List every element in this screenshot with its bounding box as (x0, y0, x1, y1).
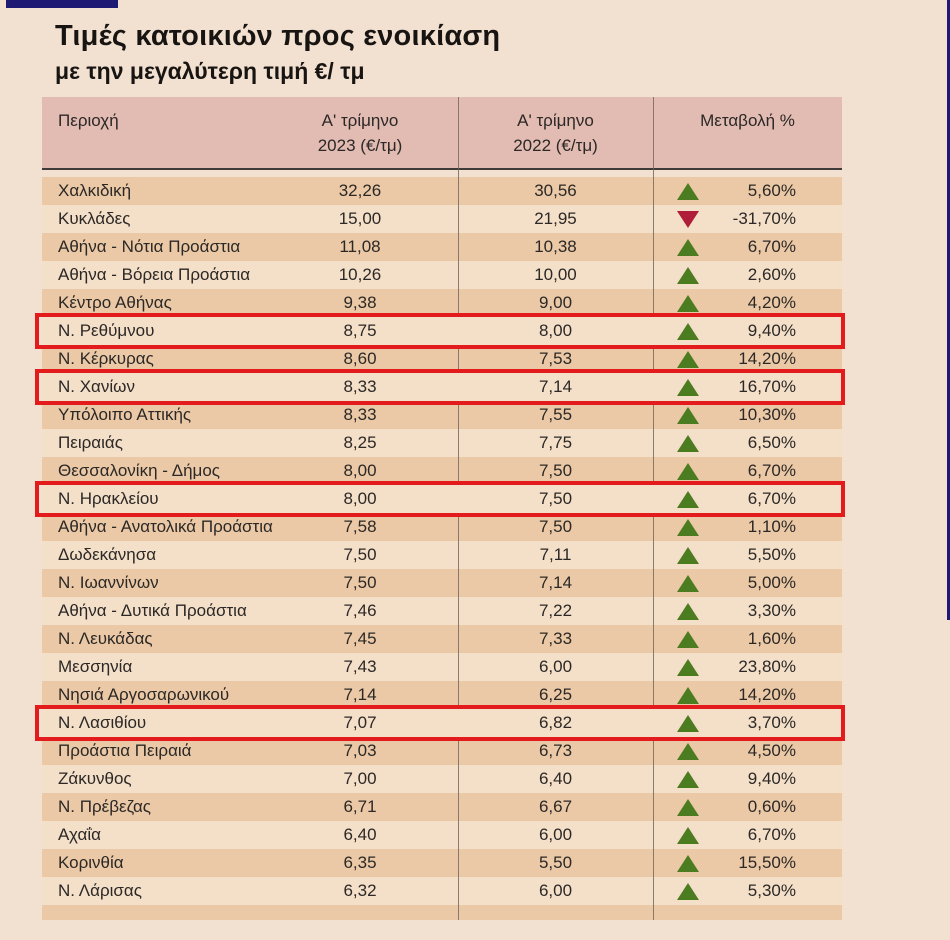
change-cell (653, 237, 842, 257)
header-region: Περιοχή (58, 111, 119, 130)
table-row (42, 765, 842, 793)
table-row (42, 569, 842, 597)
region-cell: Ν. Λασιθίου (58, 713, 147, 732)
up-triangle-icon (677, 267, 699, 284)
table-row (42, 205, 842, 233)
price-2023-cell: 15,00 (338, 209, 382, 228)
price-2022-cell: 7,55 (538, 405, 573, 424)
change-value: 1,60% (747, 629, 796, 648)
up-triangle-icon (677, 379, 699, 396)
header-2022 (458, 108, 653, 168)
down-triangle-icon (677, 211, 699, 228)
header-2022-line2: 2022 (€/τμ) (513, 136, 598, 155)
region-cell: Υπόλοιπο Αττικής (58, 405, 192, 424)
title-block (55, 20, 500, 85)
price-2022-cell: 9,00 (538, 293, 573, 312)
change-value: 5,50% (747, 545, 796, 564)
region-cell: Ν. Χανίων (58, 377, 135, 396)
region-cell: Ν. Λάρισας (58, 881, 142, 900)
up-triangle-icon (677, 715, 699, 732)
region-cell: Θεσσαλονίκη - Δήμος (58, 461, 220, 480)
up-triangle-icon (677, 575, 699, 592)
header-2023 (262, 108, 458, 168)
table-row (42, 261, 842, 289)
region-cell: Ζάκυνθος (58, 769, 132, 788)
change-cell (653, 741, 842, 761)
change-cell (653, 713, 842, 733)
price-2022-cell: 6,25 (538, 685, 573, 704)
up-triangle-icon (677, 687, 699, 704)
table-row (42, 485, 842, 513)
price-2023-cell: 8,33 (343, 377, 377, 396)
table-row (42, 317, 842, 345)
price-2023-cell: 6,71 (343, 797, 377, 816)
change-value: 6,70% (747, 489, 796, 508)
price-2023-cell: 8,00 (343, 489, 377, 508)
price-2022-cell: 6,00 (538, 825, 573, 844)
change-value: 9,40% (747, 321, 796, 340)
change-cell (653, 489, 842, 509)
price-2022-cell: 7,14 (538, 377, 573, 396)
change-value: 2,60% (747, 265, 796, 284)
table-row (42, 877, 842, 905)
change-value: 9,40% (747, 769, 796, 788)
change-cell (653, 265, 842, 285)
header-change: Μεταβολή % (700, 111, 795, 130)
price-2023-cell: 10,26 (338, 265, 382, 284)
page-title: Τιμές κατοικιών προς ενοικίαση (55, 20, 501, 52)
price-2022-cell: 5,50 (538, 853, 573, 872)
change-cell (653, 629, 842, 649)
price-2023-cell: 8,60 (343, 349, 377, 368)
change-value: 3,30% (747, 601, 796, 620)
region-cell: Πειραιάς (58, 433, 123, 452)
region-cell: Χαλκιδική (58, 181, 132, 200)
change-cell (653, 825, 842, 845)
up-triangle-icon (677, 659, 699, 676)
change-cell (653, 797, 842, 817)
change-cell (653, 517, 842, 537)
up-triangle-icon (677, 239, 699, 256)
region-cell: Κυκλάδες (58, 209, 131, 228)
table-row (42, 793, 842, 821)
region-cell: Αχαΐα (58, 825, 101, 844)
price-2023-cell: 7,45 (343, 629, 377, 648)
price-2023-cell: 7,58 (343, 517, 377, 536)
up-triangle-icon (677, 463, 699, 480)
price-2023-cell: 11,08 (339, 237, 381, 256)
up-triangle-icon (677, 603, 699, 620)
price-2023-cell: 6,32 (343, 881, 377, 900)
table-row (42, 373, 842, 401)
region-cell: Ν. Πρέβεζας (58, 797, 151, 816)
price-2022-cell: 30,56 (534, 181, 577, 200)
table-row (42, 457, 842, 485)
change-value: 1,10% (747, 517, 796, 536)
change-cell (653, 349, 842, 369)
table-body (42, 177, 842, 905)
change-value: 14,20% (738, 685, 796, 704)
region-cell: Δωδεκάνησα (58, 545, 157, 564)
table-row (42, 709, 842, 737)
region-cell: Κέντρο Αθήνας (58, 293, 172, 312)
change-value: 4,20% (747, 293, 796, 312)
price-2023-cell: 6,35 (343, 853, 377, 872)
region-cell: Νησιά Αργοσαρωνικού (58, 685, 230, 704)
table-row (42, 625, 842, 653)
change-value: 14,20% (738, 349, 796, 368)
table-row (42, 849, 842, 877)
change-cell (653, 321, 842, 341)
up-triangle-icon (677, 883, 699, 900)
price-2023-cell: 7,07 (343, 713, 377, 732)
change-cell (653, 657, 842, 677)
up-triangle-icon (677, 631, 699, 648)
price-2022-cell: 10,38 (534, 237, 577, 256)
price-2022-cell: 7,33 (538, 629, 573, 648)
price-2022-cell: 7,75 (538, 433, 573, 452)
up-triangle-icon (677, 743, 699, 760)
price-2023-cell: 32,26 (338, 181, 382, 200)
price-2022-cell: 6,40 (538, 769, 573, 788)
price-2022-cell: 6,00 (538, 881, 573, 900)
change-cell (653, 545, 842, 565)
price-2022-cell: 7,50 (538, 461, 573, 480)
table-row (42, 177, 842, 205)
table-header (42, 97, 842, 170)
price-2022-cell: 7,14 (538, 573, 573, 592)
up-triangle-icon (677, 351, 699, 368)
price-2023-cell: 7,03 (343, 741, 377, 760)
change-value: 6,70% (747, 461, 796, 480)
change-value: 15,50% (738, 853, 796, 872)
header-2023-line1: Α' τρίμηνο (321, 111, 399, 130)
price-2023-cell: 7,50 (343, 573, 377, 592)
table-row (42, 429, 842, 457)
change-cell (653, 293, 842, 313)
table-row (42, 401, 842, 429)
up-triangle-icon (677, 323, 699, 340)
table-row (42, 821, 842, 849)
price-2022-cell: 7,50 (538, 517, 573, 536)
change-value: 3,70% (747, 713, 796, 732)
price-2022-cell: 7,50 (538, 489, 573, 508)
price-2022-cell: 6,82 (538, 713, 573, 732)
region-cell: Αθήνα - Ανατολικά Προάστια (58, 517, 273, 536)
price-2023-cell: 6,40 (343, 825, 377, 844)
up-triangle-icon (677, 855, 699, 872)
price-2023-cell: 7,14 (343, 685, 377, 704)
table-row (42, 597, 842, 625)
price-2023-cell: 7,50 (343, 545, 377, 564)
change-cell (653, 433, 842, 453)
region-cell: Μεσσηνία (58, 657, 133, 676)
region-cell: Προάστια Πειραιά (58, 741, 192, 760)
price-2023-cell: 7,43 (343, 657, 377, 676)
up-triangle-icon (677, 183, 699, 200)
price-2023-cell: 8,00 (343, 461, 377, 480)
change-value: 6,70% (747, 825, 796, 844)
table-row (42, 289, 842, 317)
header-2023-line2: 2023 (€/τμ) (317, 136, 403, 155)
price-2022-cell: 8,00 (538, 321, 573, 340)
change-cell (653, 685, 842, 705)
price-2023-cell: 7,46 (343, 601, 377, 620)
change-cell (653, 209, 842, 229)
change-cell (653, 769, 842, 789)
region-cell: Αθήνα - Δυτικά Προάστια (58, 601, 247, 620)
price-2022-cell: 10,00 (534, 265, 577, 284)
table-row (42, 233, 842, 261)
price-2023-cell: 8,25 (343, 433, 377, 452)
price-2023-cell: 8,33 (343, 405, 377, 424)
table-row (42, 513, 842, 541)
up-triangle-icon (677, 799, 699, 816)
change-value: 16,70% (738, 377, 796, 396)
price-2022-cell: 6,67 (538, 797, 573, 816)
change-cell (653, 881, 842, 901)
table-row (42, 653, 842, 681)
change-cell (653, 573, 842, 593)
region-cell: Ν. Ιωαννίνων (58, 573, 159, 592)
change-value: 10,30% (738, 405, 796, 424)
table-row (42, 681, 842, 709)
table-row (42, 737, 842, 765)
change-cell (653, 461, 842, 481)
table-row (42, 345, 842, 373)
price-2022-cell: 6,73 (538, 741, 573, 760)
price-2022-cell: 21,95 (534, 209, 577, 228)
price-2022-cell: 6,00 (538, 657, 573, 676)
region-cell: Ν. Κέρκυρας (58, 349, 154, 368)
price-2023-cell: 7,00 (343, 769, 377, 788)
change-value: 5,00% (747, 573, 796, 592)
price-2022-cell: 7,11 (539, 545, 572, 564)
data-table (42, 97, 842, 920)
change-value: 5,60% (747, 181, 796, 200)
change-value: 6,70% (747, 237, 796, 256)
up-triangle-icon (677, 491, 699, 508)
header-2022-line1: Α' τρίμηνο (517, 111, 594, 130)
price-2023-cell: 8,75 (343, 321, 377, 340)
change-value: 23,80% (738, 657, 796, 676)
price-2022-cell: 7,53 (538, 349, 573, 368)
change-value: 4,50% (747, 741, 796, 760)
page-subtitle: με την μεγαλύτερη τιμή €/ τμ (55, 58, 365, 84)
region-cell: Αθήνα - Νότια Προάστια (58, 237, 241, 256)
price-2022-cell: 7,22 (538, 601, 573, 620)
change-cell (653, 377, 842, 397)
change-value: 5,30% (747, 881, 796, 900)
up-triangle-icon (677, 519, 699, 536)
up-triangle-icon (677, 771, 699, 788)
change-value: -31,70% (732, 209, 796, 228)
region-cell: Ν. Ρεθύμνου (58, 321, 155, 340)
change-value: 6,50% (747, 433, 796, 452)
up-triangle-icon (677, 435, 699, 452)
table-row (42, 541, 842, 569)
table-footer-bar (42, 905, 842, 920)
up-triangle-icon (677, 407, 699, 424)
up-triangle-icon (677, 547, 699, 564)
up-triangle-icon (677, 295, 699, 312)
region-cell: Κορινθία (58, 853, 124, 872)
change-cell (653, 405, 842, 425)
change-value: 0,60% (747, 797, 796, 816)
top-accent-bar (6, 0, 118, 8)
price-2023-cell: 9,38 (343, 293, 377, 312)
change-cell (653, 181, 842, 201)
region-cell: Αθήνα - Βόρεια Προάστια (58, 265, 251, 284)
region-cell: Ν. Ηρακλείου (58, 489, 159, 508)
up-triangle-icon (677, 827, 699, 844)
change-cell (653, 601, 842, 621)
change-cell (653, 853, 842, 873)
region-cell: Ν. Λευκάδας (58, 629, 153, 648)
